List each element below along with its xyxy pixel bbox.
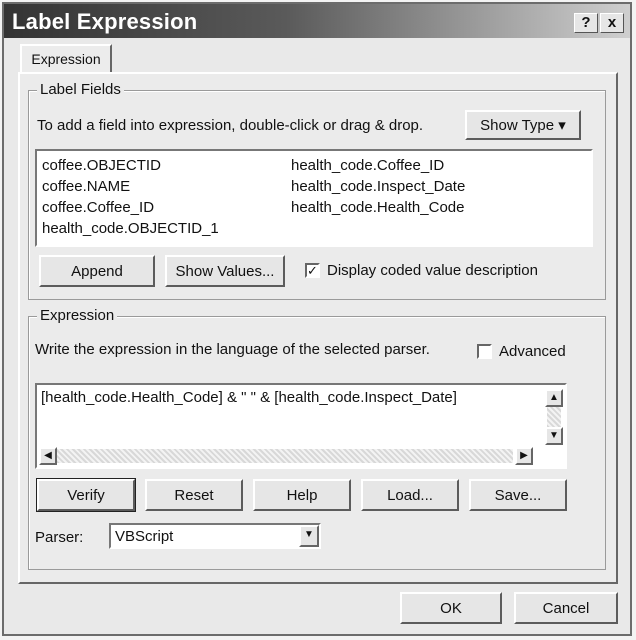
- title-bar[interactable]: [4, 4, 630, 38]
- chevron-down-icon: ▾: [558, 117, 566, 134]
- dialog-title: Label Expression: [12, 9, 198, 34]
- save-button[interactable]: [469, 479, 567, 511]
- ok-button[interactable]: [400, 592, 502, 624]
- list-item[interactable]: coffee.NAME: [42, 178, 131, 195]
- scroll-left-icon[interactable]: ◀: [39, 447, 57, 465]
- expression-tab-panel: [18, 72, 618, 584]
- scroll-right-icon[interactable]: ▶: [515, 447, 533, 465]
- list-item[interactable]: coffee.OBJECTID: [42, 157, 161, 174]
- reset-button[interactable]: [145, 479, 243, 511]
- append-label: Append: [71, 262, 123, 280]
- append-button[interactable]: [39, 255, 155, 287]
- help-icon[interactable]: ?: [574, 13, 598, 33]
- tab-expression-label: Expression: [31, 51, 101, 67]
- load-label: Load...: [387, 486, 433, 504]
- reset-label: Reset: [174, 486, 214, 504]
- ok-label: OK: [440, 599, 462, 617]
- load-button[interactable]: [361, 479, 459, 511]
- expression-text[interactable]: [health_code.Health_Code] & " " & [health_code.Inspect_Date]: [41, 389, 457, 406]
- show-type-label: Show Type: [480, 116, 555, 134]
- close-icon[interactable]: x: [600, 13, 624, 33]
- scroll-down-icon[interactable]: ▼: [545, 427, 563, 445]
- label-fields-instruction: To add a field into expression, double-click or drag & drop.: [37, 117, 424, 134]
- label-expression-dialog: [2, 2, 632, 636]
- show-values-label: Show Values...: [175, 262, 275, 280]
- display-coded-label: Display coded value description: [327, 262, 538, 279]
- list-item[interactable]: health_code.OBJECTID_1: [42, 220, 219, 237]
- vertical-scrollbar-track[interactable]: [547, 407, 561, 427]
- horizontal-scrollbar-track[interactable]: [57, 449, 513, 463]
- help-button[interactable]: [253, 479, 351, 511]
- parser-value: VBScript: [115, 528, 174, 545]
- list-item[interactable]: coffee.Coffee_ID: [42, 199, 155, 216]
- advanced-checkbox[interactable]: [477, 344, 492, 359]
- verify-button[interactable]: [37, 479, 135, 511]
- tab-expression[interactable]: [20, 44, 112, 74]
- chevron-down-icon[interactable]: ▼: [299, 525, 319, 547]
- label-fields-legend: Label Fields: [37, 81, 124, 98]
- show-values-button[interactable]: [165, 255, 285, 287]
- expression-instruction: Write the expression in the language of the selected parser.: [35, 341, 430, 358]
- label-fields-group: [28, 81, 606, 300]
- cancel-button[interactable]: [514, 592, 618, 624]
- list-item[interactable]: health_code.Inspect_Date: [291, 178, 466, 195]
- list-item[interactable]: health_code.Health_Code: [291, 199, 465, 216]
- parser-select[interactable]: [109, 523, 321, 549]
- expression-textbox[interactable]: [35, 383, 567, 469]
- fields-listbox[interactable]: [35, 149, 593, 247]
- scroll-up-icon[interactable]: ▲: [545, 389, 563, 407]
- parser-label: Parser:: [35, 529, 84, 546]
- expression-group: [28, 307, 606, 570]
- show-type-button[interactable]: [465, 110, 581, 140]
- help-label: Help: [286, 486, 318, 504]
- save-label: Save...: [494, 486, 542, 504]
- list-item[interactable]: health_code.Coffee_ID: [291, 157, 445, 174]
- advanced-label: Advanced: [499, 343, 566, 360]
- cancel-label: Cancel: [542, 599, 590, 617]
- verify-label: Verify: [67, 486, 105, 504]
- expression-legend: Expression: [37, 307, 117, 324]
- display-coded-checkbox[interactable]: ✓: [305, 263, 320, 278]
